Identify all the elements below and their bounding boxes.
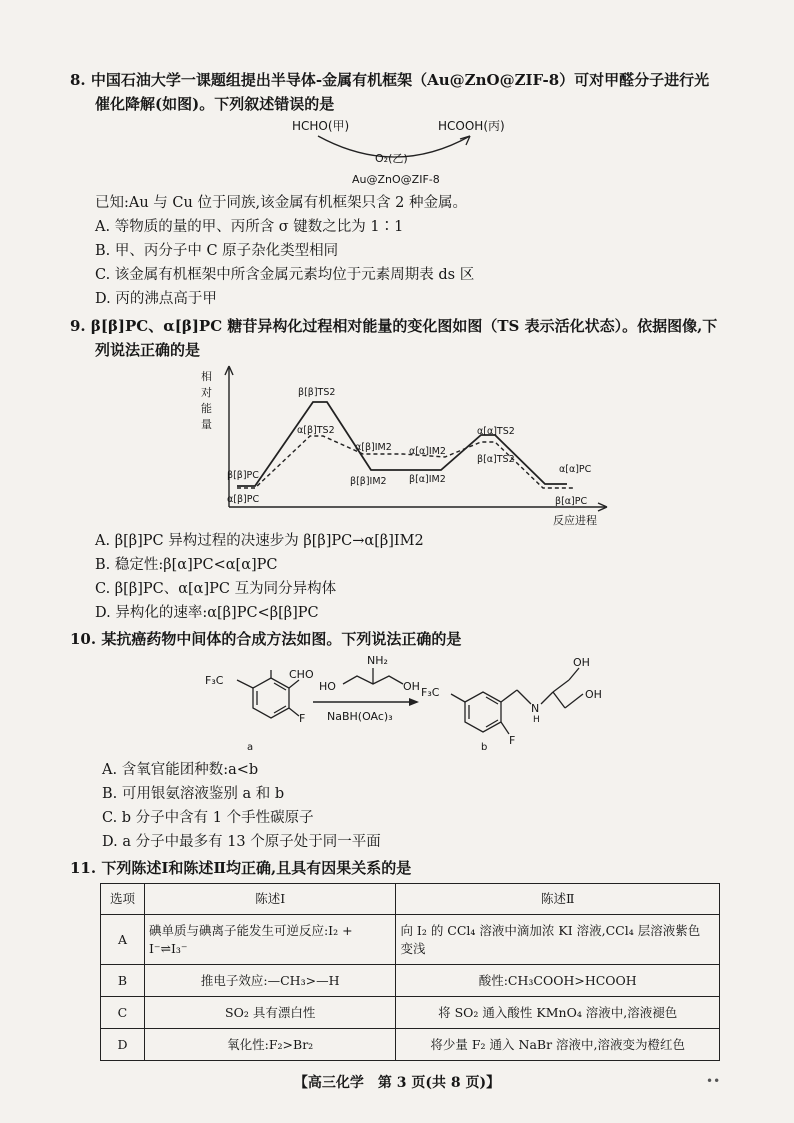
q9-option-d[interactable]: D. 异构化的速率:α[β]PC<β[β]PC: [95, 605, 319, 621]
q11-stem: 11. 下列陈述Ⅰ和陈述Ⅱ均正确,且具有因果关系的是: [70, 859, 412, 877]
row-a-option: A: [101, 915, 145, 965]
ylabel-char-1: 相: [201, 370, 212, 383]
header-statement-1: 陈述Ⅰ: [144, 884, 396, 915]
a-label: a: [247, 742, 254, 753]
q8-reagent: O₂(乙): [375, 152, 408, 165]
q8-reaction-scheme: [270, 116, 530, 188]
a-cho: CHO: [289, 668, 314, 681]
q9-energy-diagram: [195, 362, 620, 532]
row-c-option: C: [101, 997, 145, 1029]
row-a-statement-2: [396, 915, 720, 965]
b-f: F: [509, 734, 516, 747]
row-c-statement-2: 将 SO₂ 通入酸性 KMnO₄ 溶液中,溶液褪色: [396, 997, 720, 1029]
q10-stem: 10. 某抗癌药物中间体的合成方法如图。下列说法正确的是: [70, 630, 462, 648]
row-a-s2-line2: 变浅: [400, 940, 426, 956]
q8-option-c[interactable]: C. 该金属有机框架中所含金属元素均位于元素周期表 ds 区: [95, 267, 475, 283]
q11-header-row: [101, 884, 720, 915]
q11-table: [100, 883, 720, 1061]
row-a-s1-line1: 碘单质与碘离子能发生可逆反应:I₂ +: [148, 922, 353, 938]
ylabel-char-3: 能: [201, 402, 212, 415]
label-abPC: α[β]PC: [227, 494, 260, 505]
ylabel-char-4: 量: [201, 418, 212, 431]
label-aaTS2: α[α]TS2: [477, 426, 515, 437]
q10-option-a[interactable]: A. 含氧官能团种数:a<b: [102, 762, 259, 778]
reagent-ho: HO: [319, 680, 336, 693]
q8-catalyst: Au@ZnO@ZIF-8: [352, 173, 440, 186]
row-b-option: B: [101, 965, 145, 997]
q8-option-d[interactable]: D. 丙的沸点高于甲: [95, 291, 217, 307]
condition: NaBH(OAc)₃: [327, 710, 393, 723]
q8-option-b[interactable]: B. 甲、丙分子中 C 原子杂化类型相同: [95, 243, 339, 259]
b-oh2: OH: [585, 688, 602, 701]
label-bbTS2: β[β]TS2: [298, 387, 336, 398]
q9-option-b[interactable]: B. 稳定性:β[α]PC<α[α]PC: [95, 557, 278, 573]
label-baPC: β[α]PC: [555, 496, 588, 507]
row-c-statement-1: SO₂ 具有漂白性: [144, 997, 396, 1029]
q11-row-c[interactable]: [101, 997, 720, 1029]
b-label: b: [481, 742, 488, 753]
q9-stem-line2: 列说法正确的是: [95, 341, 201, 359]
q9-option-c[interactable]: C. β[β]PC、α[α]PC 互为同分异构体: [95, 581, 337, 597]
reaction-arrow-head: [409, 698, 419, 706]
label-bbIM2: β[β]IM2: [350, 476, 387, 487]
row-a-s1-line2: I⁻⇌I₃⁻: [148, 940, 188, 956]
row-a-s2-line1: 向 I₂ 的 CCl₄ 溶液中滴加浓 KI 溶液,CCl₄ 层溶液紫色: [400, 922, 701, 938]
label-baIM2: β[α]IM2: [409, 474, 446, 485]
label-aaIM2: α[α]IM2: [409, 446, 446, 457]
b-oh1: OH: [573, 656, 590, 669]
reagent-oh: OH: [403, 680, 420, 693]
q9-stem-line1: 9. β[β]PC、α[β]PC 糖苷异构化过程相对能量的变化图如图（TS 表示活化状态）。依据图像,下: [70, 317, 718, 335]
q8-reactant: HCHO(甲): [292, 119, 350, 133]
xlabel: 反应进程: [553, 514, 597, 527]
b-nh: N: [531, 702, 540, 715]
label-abTS2: α[β]TS2: [297, 425, 335, 436]
page-footer: 【高三化学 第 3 页(共 8 页)】: [293, 1075, 501, 1091]
q8-product: HCOOH(丙): [438, 119, 505, 133]
row-a-statement-1: [144, 915, 396, 965]
a-cf3: F₃C: [205, 674, 224, 687]
q8-option-a[interactable]: A. 等物质的量的甲、丙所含 σ 键数之比为 1∶1: [95, 219, 404, 235]
label-baTS2: β[α]TS2: [477, 454, 515, 465]
label-aaPC: α[α]PC: [559, 464, 592, 475]
b-cf3: F₃C: [421, 686, 440, 699]
corner-mark: ••: [706, 1074, 721, 1088]
row-b-statement-1: 推电子效应:—CH₃>—H: [144, 965, 396, 997]
row-d-option: D: [101, 1029, 145, 1061]
q11-row-d[interactable]: [101, 1029, 720, 1061]
q8-stem-line1: 8. 中国石油大学一课题组提出半导体-金属有机框架（Au@ZnO@ZIF-8）可对甲醛分子进行光: [70, 71, 710, 89]
ylabel-char-2: 对: [201, 386, 212, 399]
a-f: F: [299, 712, 306, 725]
label-bbPC: β[β]PC: [227, 470, 259, 481]
row-b-statement-2: 酸性:CH₃COOH>HCOOH: [396, 965, 720, 997]
reagent-nh2: NH₂: [367, 654, 388, 667]
row-d-statement-2: 将少量 F₂ 通入 NaBr 溶液中,溶液变为橙红色: [396, 1029, 720, 1061]
header-option: 选项: [101, 884, 145, 915]
q10-synthesis-scheme: [195, 650, 625, 758]
q11-row-b[interactable]: [101, 965, 720, 997]
q8-note: 已知:Au 与 Cu 位于同族,该金属有机框架只含 2 种金属。: [95, 195, 468, 211]
label-abIM2: α[β]IM2: [355, 442, 392, 453]
solid-energy-path: [237, 402, 567, 486]
row-d-statement-1: 氧化性:F₂>Br₂: [144, 1029, 396, 1061]
q10-option-d[interactable]: D. a 分子中最多有 13 个原子处于同一平面: [102, 834, 381, 850]
q11-row-a[interactable]: [101, 915, 720, 965]
compound-b-structure: [451, 668, 583, 734]
q10-option-c[interactable]: C. b 分子中含有 1 个手性碳原子: [102, 810, 314, 826]
q8-stem-line2: 催化降解(如图)。下列叙述错误的是: [95, 95, 335, 113]
q10-option-b[interactable]: B. 可用银氨溶液鉴别 a 和 b: [102, 786, 285, 802]
header-statement-2: 陈述Ⅱ: [396, 884, 720, 915]
b-h: H: [533, 715, 540, 725]
q9-option-a[interactable]: A. β[β]PC 异构过程的决速步为 β[β]PC→α[β]IM2: [95, 533, 424, 549]
